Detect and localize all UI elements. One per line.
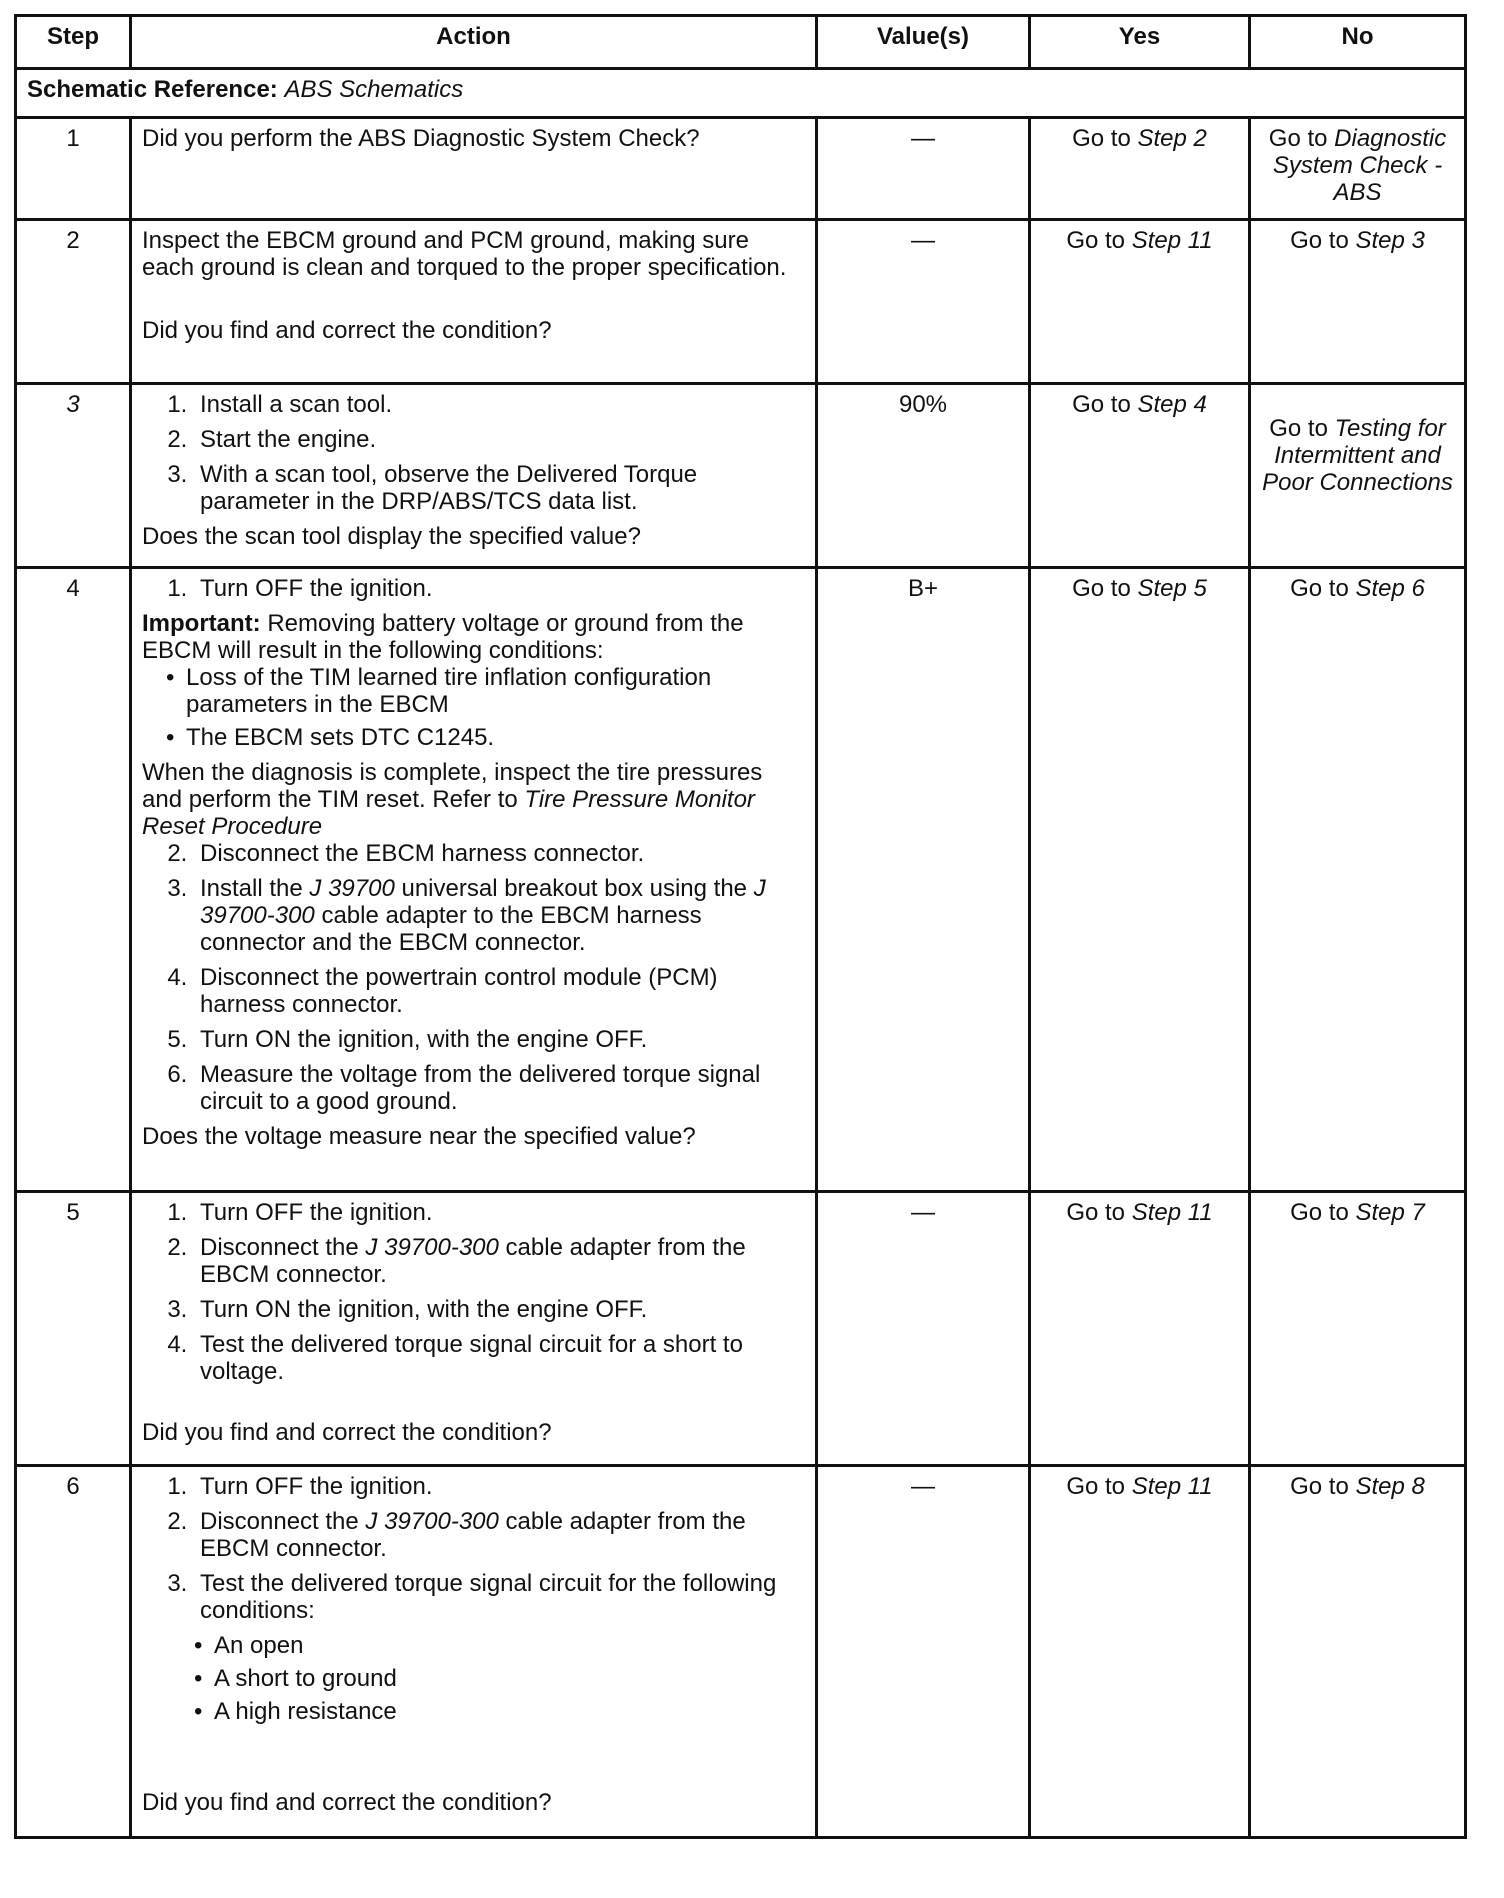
goto-link[interactable]: Testing for Intermittent and Poor Connections <box>1262 415 1453 496</box>
header-yes: Yes <box>1030 16 1250 69</box>
action-question: Does the scan tool display the specified value? <box>142 523 641 550</box>
action-question: Did you find and correct the condition? <box>142 1789 552 1816</box>
value-cell: B+ <box>817 568 1030 1192</box>
no-cell <box>1250 220 1466 384</box>
yes-cell <box>1030 118 1250 220</box>
action-question: Did you find and correct the condition? <box>142 317 552 344</box>
schematic-reference <box>16 69 1466 118</box>
list-item: 1. Turn OFF the ignition. <box>194 575 805 602</box>
reset-procedure-link[interactable]: Tire Pressure Monitor Reset Procedure <box>142 786 755 840</box>
list-item: 1. Install a scan tool. <box>194 391 805 418</box>
goto-text: Go to <box>1269 415 1335 442</box>
goto-text: Go to <box>1268 125 1335 152</box>
action-text: Did you perform the ABS Diagnostic System Check? <box>142 125 700 152</box>
no-cell <box>1250 118 1466 220</box>
table-row <box>16 384 1466 568</box>
list-item: 4. Disconnect the powertrain control module (PCM) harness connector. <box>194 964 805 1018</box>
list-item: 4. Test the delivered torque signal circuit for a short to voltage. <box>194 1331 805 1385</box>
list-item: 3. With a scan tool, observe the Delivered Torque parameter in the DRP/ABS/TCS data list. <box>194 461 805 515</box>
step-number: 6 <box>16 1466 131 1838</box>
goto-text: Go to <box>1290 1473 1356 1500</box>
step-number: 2 <box>16 220 131 384</box>
header-row <box>16 16 1466 69</box>
table-row <box>16 118 1466 220</box>
no-cell <box>1250 568 1466 1192</box>
list-item: • Loss of the TIM learned tire inflation configuration parameters in the EBCM <box>162 664 805 718</box>
item-text: Disconnect the <box>200 1508 366 1535</box>
action-cell <box>131 568 817 1192</box>
list-item <box>194 1508 805 1562</box>
step-number: 5 <box>16 1192 131 1466</box>
step-number: 4 <box>16 568 131 1192</box>
yes-cell <box>1030 220 1250 384</box>
no-cell <box>1250 1466 1466 1838</box>
goto-link[interactable]: Step 3 <box>1355 227 1425 254</box>
procedure-list <box>142 1199 805 1385</box>
value-cell: — <box>817 220 1030 384</box>
procedure-list <box>142 1473 805 1624</box>
list-item: • A high resistance <box>190 1698 805 1725</box>
goto-text: Go to <box>1066 1473 1132 1500</box>
goto-text: Go to <box>1072 125 1138 152</box>
list-item: • The EBCM sets DTC C1245. <box>162 724 805 751</box>
list-item: 2. Disconnect the EBCM harness connector. <box>194 840 805 867</box>
goto-link[interactable]: Step 7 <box>1355 1199 1425 1226</box>
list-item <box>194 875 805 956</box>
tool-ref: J 39700 <box>309 875 395 902</box>
goto-link[interactable]: Step 2 <box>1137 125 1207 152</box>
list-item: 1. Turn OFF the ignition. <box>194 1199 805 1226</box>
no-cell <box>1250 1192 1466 1466</box>
header-no: No <box>1250 16 1466 69</box>
action-cell <box>131 1466 817 1838</box>
goto-text: Go to <box>1072 391 1138 418</box>
yes-cell <box>1030 1192 1250 1466</box>
list-item: • An open <box>190 1632 805 1659</box>
value-cell: — <box>817 1192 1030 1466</box>
goto-text: Go to <box>1290 227 1356 254</box>
item-text: cable adapter from the EBCM connector. <box>200 1234 746 1288</box>
action-cell <box>131 220 817 384</box>
list-item <box>194 1234 805 1288</box>
tool-ref: J 39700-300 <box>200 875 766 929</box>
action-cell <box>131 118 817 220</box>
step-number: 3 <box>16 384 131 568</box>
goto-link[interactable]: Step 11 <box>1131 1473 1213 1500</box>
goto-text: Go to <box>1066 227 1132 254</box>
step-number: 1 <box>16 118 131 220</box>
tool-ref: J 39700-300 <box>365 1234 499 1261</box>
item-text: cable adapter from the EBCM connector. <box>200 1508 746 1562</box>
action-question: Does the voltage measure near the specified value? <box>142 1123 696 1150</box>
goto-link[interactable]: Step 6 <box>1355 575 1425 602</box>
item-text: universal breakout box using the <box>394 875 754 902</box>
yes-cell <box>1030 1466 1250 1838</box>
schematic-link[interactable]: ABS Schematics <box>284 76 464 103</box>
header-values: Value(s) <box>817 16 1030 69</box>
tool-ref: J 39700-300 <box>365 1508 499 1535</box>
goto-link[interactable]: Step 11 <box>1131 1199 1213 1226</box>
condition-list <box>142 664 805 751</box>
table-row <box>16 220 1466 384</box>
item-text: Install the <box>200 875 310 902</box>
goto-link[interactable]: Diagnostic System Check - ABS <box>1272 125 1447 206</box>
goto-link[interactable]: Step 11 <box>1131 227 1213 254</box>
item-text: cable adapter to the EBCM harness connector and the EBCM connector. <box>200 902 702 956</box>
important-text: Removing battery voltage or ground from the EBCM will result in the following conditions: <box>142 610 744 664</box>
diagnostic-table-page <box>14 14 1464 1839</box>
action-question: Did you find and correct the condition? <box>142 1419 552 1446</box>
list-item: 2. Start the engine. <box>194 426 805 453</box>
completion-text: When the diagnosis is complete, inspect the tire pressures and perform the TIM reset. Refer to <box>142 759 763 813</box>
procedure-list <box>142 575 805 602</box>
goto-link[interactable]: Step 8 <box>1355 1473 1425 1500</box>
list-item: 5. Turn ON the ignition, with the engine OFF. <box>194 1026 805 1053</box>
goto-text: Go to <box>1290 1199 1356 1226</box>
important-label: Important: <box>142 610 261 637</box>
goto-text: Go to <box>1290 575 1356 602</box>
list-item: • A short to ground <box>190 1665 805 1692</box>
item-text: Disconnect the <box>200 1234 366 1261</box>
goto-link[interactable]: Step 5 <box>1137 575 1207 602</box>
list-item: 6. Measure the voltage from the delivered torque signal circuit to a good ground. <box>194 1061 805 1115</box>
action-cell <box>131 1192 817 1466</box>
procedure-list <box>142 391 805 515</box>
header-step: Step <box>16 16 131 69</box>
schematic-label: Schematic Reference: <box>27 76 278 103</box>
goto-text: Go to <box>1072 575 1138 602</box>
schematic-row <box>16 69 1466 118</box>
list-item: 1. Turn OFF the ignition. <box>194 1473 805 1500</box>
goto-text: Go to <box>1066 1199 1132 1226</box>
completion-note <box>142 759 805 840</box>
table-row <box>16 1466 1466 1838</box>
list-item: 3. Test the delivered torque signal circuit for the following conditions: <box>194 1570 805 1624</box>
yes-cell <box>1030 568 1250 1192</box>
action-cell <box>131 384 817 568</box>
goto-link[interactable]: Step 4 <box>1137 391 1207 418</box>
important-note <box>142 610 805 664</box>
no-cell <box>1250 384 1466 568</box>
list-item: 3. Turn ON the ignition, with the engine OFF. <box>194 1296 805 1323</box>
value-cell: — <box>817 118 1030 220</box>
action-text: Inspect the EBCM ground and PCM ground, making sure each ground is clean and torqued to the proper specification. <box>142 227 787 281</box>
header-action: Action <box>131 16 817 69</box>
value-cell: — <box>817 1466 1030 1838</box>
condition-list <box>142 1632 805 1725</box>
procedure-list <box>142 840 805 1115</box>
table-row <box>16 568 1466 1192</box>
table-row <box>16 1192 1466 1466</box>
value-cell: 90% <box>817 384 1030 568</box>
yes-cell <box>1030 384 1250 568</box>
diagnostic-table <box>14 14 1467 1839</box>
